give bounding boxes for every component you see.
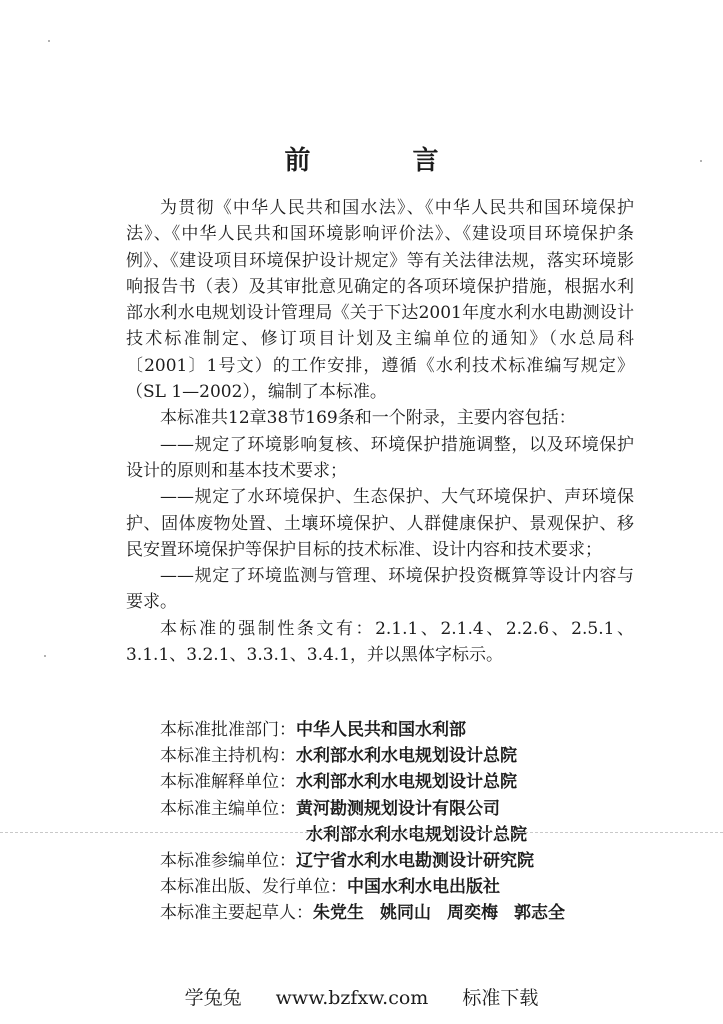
paragraph-mandatory-clauses: 本标准的强制性条文有：2.1.1、2.1.4、2.2.6、2.5.1、3.1.1、3.2.1、3.3.1、3.4.1，并以黑体字标示。 bbox=[126, 618, 634, 666]
responsible-units bbox=[160, 717, 565, 927]
unit-label: 本标准批准部门： bbox=[160, 720, 296, 740]
drafters-label: 本标准主要起草人： bbox=[160, 903, 313, 924]
unit-interpretation bbox=[160, 769, 565, 795]
drafters-row bbox=[160, 900, 565, 926]
paragraph-item-2: ——规定了水环境保护、生态保护、大气环境保护、声环境保护、固体废物处置、土壤环境保护、人群健康保护、景观保护、移民安置环境保护等保护目标的技术标准、设计内容和技术要求； bbox=[126, 487, 634, 560]
unit-value: 水利部水利水电规划设计总院 bbox=[296, 772, 517, 793]
unit-value: 中国水利水电出版社 bbox=[347, 877, 500, 898]
drafter-name: 朱党生 bbox=[313, 903, 364, 924]
footer-site-name: 学兔兔 bbox=[184, 987, 242, 1009]
footer-watermark bbox=[0, 983, 723, 1010]
scan-speck bbox=[700, 160, 702, 162]
drafter-name: 周奕梅 bbox=[447, 903, 498, 924]
unit-chief-editor bbox=[160, 796, 565, 822]
unit-approval bbox=[160, 717, 565, 743]
footer-url[interactable]: www.bzfxw.com bbox=[275, 987, 429, 1009]
unit-participating bbox=[160, 848, 565, 874]
unit-value: 水利部水利水电规划设计总院 bbox=[306, 824, 527, 845]
unit-label: 本标准解释单位： bbox=[160, 772, 296, 793]
unit-label: 本标准出版、发行单位： bbox=[160, 877, 347, 898]
page-title: 前 言 bbox=[284, 146, 477, 176]
paragraph-contents-summary: 本标准共12章38节169条和一个附录，主要内容包括： bbox=[160, 408, 576, 429]
drafter-name: 姚同山 bbox=[380, 903, 431, 924]
unit-value: 辽宁省水利水电勘测设计研究院 bbox=[296, 851, 534, 872]
unit-label: 本标准主持机构： bbox=[160, 746, 296, 767]
scan-speck bbox=[48, 40, 50, 42]
drafter-name: 郭志全 bbox=[514, 903, 565, 924]
preface-body bbox=[126, 195, 634, 668]
unit-label: 本标准主编单位： bbox=[160, 798, 296, 819]
paragraph-item-1: ——规定了环境影响复核、环境保护措施调整，以及环境保护设计的原则和基本技术要求； bbox=[126, 434, 634, 481]
paragraph-item-3: ——规定了环境监测与管理、环境保护投资概算等设计内容与要求。 bbox=[126, 566, 634, 613]
paragraph-intro: 为贯彻《中华人民共和国水法》、《中华人民共和国环境保护法》、《中华人民共和国环境影响评价法》、《建设项目环境保护条例》、《建设项目环境保护设计规定》等有关法律法规，落实环境影响报告书（表）及其审批意见确定的各项环境保护措施，根据水利部水利水电规划设计管理局《关于下达2001年度水利水电勘测设计技术标准制定、修订项目计划及主编单位的通知》（水总局科〔2001〕1号文）的工作安排，遵循《水利技术标准编写规定》（SL 1—2002），编制了本标准。 bbox=[126, 198, 634, 403]
unit-host bbox=[160, 743, 565, 769]
unit-publisher bbox=[160, 874, 565, 900]
unit-value: 水利部水利水电规划设计总院 bbox=[296, 746, 517, 767]
footer-slogan: 标准下载 bbox=[462, 987, 539, 1009]
unit-label: 本标准参编单位： bbox=[160, 851, 296, 872]
scan-speck bbox=[44, 655, 46, 657]
unit-value: 黄河勘测规划设计有限公司 bbox=[296, 798, 500, 819]
unit-value: 中华人民共和国水利部 bbox=[296, 720, 466, 740]
scan-artifact-line bbox=[0, 832, 723, 833]
unit-chief-editor-2 bbox=[160, 822, 565, 848]
